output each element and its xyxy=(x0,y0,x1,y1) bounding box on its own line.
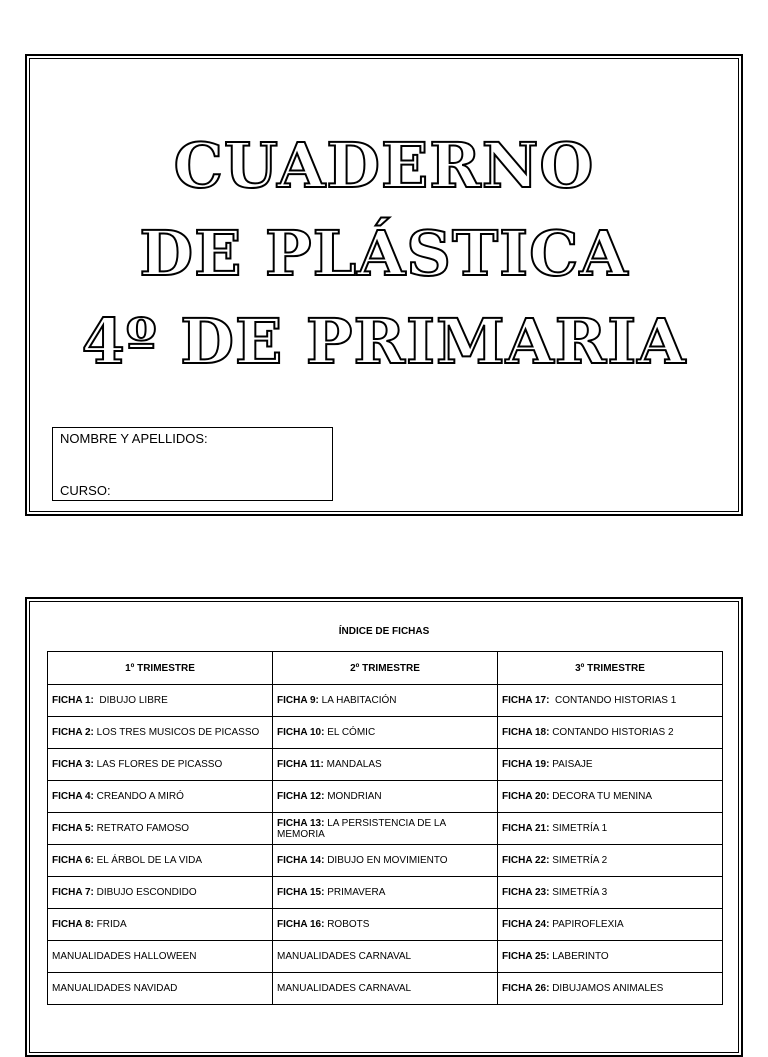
ficha-number: FICHA 20: xyxy=(502,791,550,802)
ficha-number: FICHA 7: xyxy=(52,887,94,898)
index-cell xyxy=(498,781,723,813)
index-cell xyxy=(498,717,723,749)
index-cell xyxy=(273,717,498,749)
ficha-title: DIBUJO ESCONDIDO xyxy=(93,887,197,898)
ficha-number: FICHA 26: xyxy=(502,983,550,994)
table-row xyxy=(48,877,723,909)
ficha-number: FICHA 4: xyxy=(52,791,94,802)
ficha-title: ROBOTS xyxy=(324,919,370,930)
cover-title xyxy=(27,122,741,386)
index-cell xyxy=(273,781,498,813)
index-cell xyxy=(498,813,723,845)
index-cell xyxy=(48,909,273,941)
ficha-title: MANUALIDADES CARNAVAL xyxy=(277,983,412,994)
index-cell xyxy=(498,877,723,909)
ficha-number: FICHA 17: xyxy=(502,695,550,706)
ficha-number: FICHA 25: xyxy=(502,951,550,962)
ficha-title: DECORA TU MENINA xyxy=(549,791,653,802)
ficha-title: SIMETRÍA 1 xyxy=(549,823,608,834)
index-cell xyxy=(273,973,498,1005)
ficha-title: RETRATO FAMOSO xyxy=(93,823,190,834)
ficha-number: FICHA 1: xyxy=(52,695,94,706)
index-cell xyxy=(498,685,723,717)
ficha-title: PAPIROFLEXIA xyxy=(549,919,624,930)
ficha-number: FICHA 22: xyxy=(502,855,550,866)
index-cell xyxy=(498,845,723,877)
index-table xyxy=(47,651,723,1005)
ficha-title: DIBUJO LIBRE xyxy=(93,695,168,706)
index-cell xyxy=(48,813,273,845)
column-header: 2º TRIMESTRE xyxy=(273,652,498,685)
column-header: 3º TRIMESTRE xyxy=(498,652,723,685)
ficha-title: LA PERSISTENCIA DE LA MEMORIA xyxy=(277,817,449,840)
ficha-title: MANUALIDADES CARNAVAL xyxy=(277,951,412,962)
index-cell xyxy=(273,749,498,781)
ficha-title: MONDRIAN xyxy=(324,791,382,802)
ficha-number: FICHA 16: xyxy=(277,919,325,930)
ficha-title: CONTANDO HISTORIAS 1 xyxy=(549,695,677,706)
index-cell xyxy=(273,941,498,973)
table-row xyxy=(48,781,723,813)
table-row xyxy=(48,909,723,941)
cover-title-line: CUADERNO xyxy=(173,129,595,202)
table-row xyxy=(48,845,723,877)
ficha-title: PRIMAVERA xyxy=(324,887,386,898)
ficha-number: FICHA 14: xyxy=(277,855,325,866)
table-row xyxy=(48,717,723,749)
ficha-number: FICHA 9: xyxy=(277,695,319,706)
ficha-title: DIBUJAMOS ANIMALES xyxy=(549,983,664,994)
ficha-title: PAISAJE xyxy=(549,759,593,770)
name-label: NOMBRE Y APELLIDOS: xyxy=(60,431,208,446)
cover-frame xyxy=(25,54,743,516)
ficha-title: SIMETRÍA 3 xyxy=(549,887,608,898)
ficha-number: FICHA 12: xyxy=(277,791,325,802)
ficha-number: FICHA 24: xyxy=(502,919,550,930)
ficha-number: FICHA 18: xyxy=(502,727,550,738)
table-row xyxy=(48,813,723,845)
table-row xyxy=(48,749,723,781)
table-header-row xyxy=(48,652,723,685)
ficha-number: FICHA 21: xyxy=(502,823,550,834)
index-cell xyxy=(273,845,498,877)
index-cell xyxy=(273,877,498,909)
ficha-number: FICHA 8: xyxy=(52,919,94,930)
ficha-title: LABERINTO xyxy=(549,951,609,962)
table-row xyxy=(48,973,723,1005)
ficha-number: FICHA 6: xyxy=(52,855,94,866)
index-cell xyxy=(273,685,498,717)
ficha-title: MANUALIDADES HALLOWEEN xyxy=(52,951,197,962)
ficha-number: FICHA 13: xyxy=(277,817,325,829)
ficha-title: MANDALAS xyxy=(323,759,382,770)
index-cell xyxy=(273,909,498,941)
ficha-title: LA HABITACIÓN xyxy=(318,695,397,706)
index-cell xyxy=(48,845,273,877)
index-cell xyxy=(48,973,273,1005)
ficha-number: FICHA 15: xyxy=(277,887,325,898)
student-info-box xyxy=(52,427,333,501)
ficha-title: EL CÓMIC xyxy=(324,727,376,738)
index-title: ÍNDICE DE FICHAS xyxy=(338,626,430,637)
ficha-title: LOS TRES MUSICOS DE PICASSO xyxy=(93,727,260,738)
index-cell xyxy=(48,781,273,813)
ficha-title: CONTANDO HISTORIAS 2 xyxy=(549,727,674,738)
course-label: CURSO: xyxy=(60,483,111,498)
index-cell xyxy=(48,685,273,717)
ficha-number: FICHA 11: xyxy=(277,759,324,770)
index-cell xyxy=(48,749,273,781)
index-cell xyxy=(48,717,273,749)
ficha-title: SIMETRÍA 2 xyxy=(549,855,608,866)
ficha-number: FICHA 5: xyxy=(52,823,94,834)
table-row xyxy=(48,941,723,973)
index-cell xyxy=(273,813,498,845)
ficha-title: EL ÁRBOL DE LA VIDA xyxy=(93,855,203,866)
index-cell xyxy=(48,941,273,973)
ficha-title: LAS FLORES DE PICASSO xyxy=(93,759,223,770)
cover-title-line: 4º DE PRIMARIA xyxy=(81,305,687,378)
ficha-number: FICHA 10: xyxy=(277,727,325,738)
column-header: 1º TRIMESTRE xyxy=(48,652,273,685)
index-cell xyxy=(498,941,723,973)
ficha-title: MANUALIDADES NAVIDAD xyxy=(52,983,178,994)
ficha-title: CREANDO A MIRÓ xyxy=(93,791,184,802)
cover-title-line: DE PLÁSTICA xyxy=(139,217,629,290)
index-cell xyxy=(498,749,723,781)
table-row xyxy=(48,685,723,717)
index-cell xyxy=(48,877,273,909)
ficha-number: FICHA 2: xyxy=(52,727,94,738)
ficha-number: FICHA 23: xyxy=(502,887,550,898)
ficha-number: FICHA 19: xyxy=(502,759,550,770)
ficha-title: DIBUJO EN MOVIMIENTO xyxy=(324,855,448,866)
index-frame xyxy=(25,597,743,1057)
ficha-number: FICHA 3: xyxy=(52,759,94,770)
index-cell xyxy=(498,973,723,1005)
index-table-body xyxy=(48,685,723,1005)
index-cell xyxy=(498,909,723,941)
ficha-title: FRIDA xyxy=(93,919,127,930)
